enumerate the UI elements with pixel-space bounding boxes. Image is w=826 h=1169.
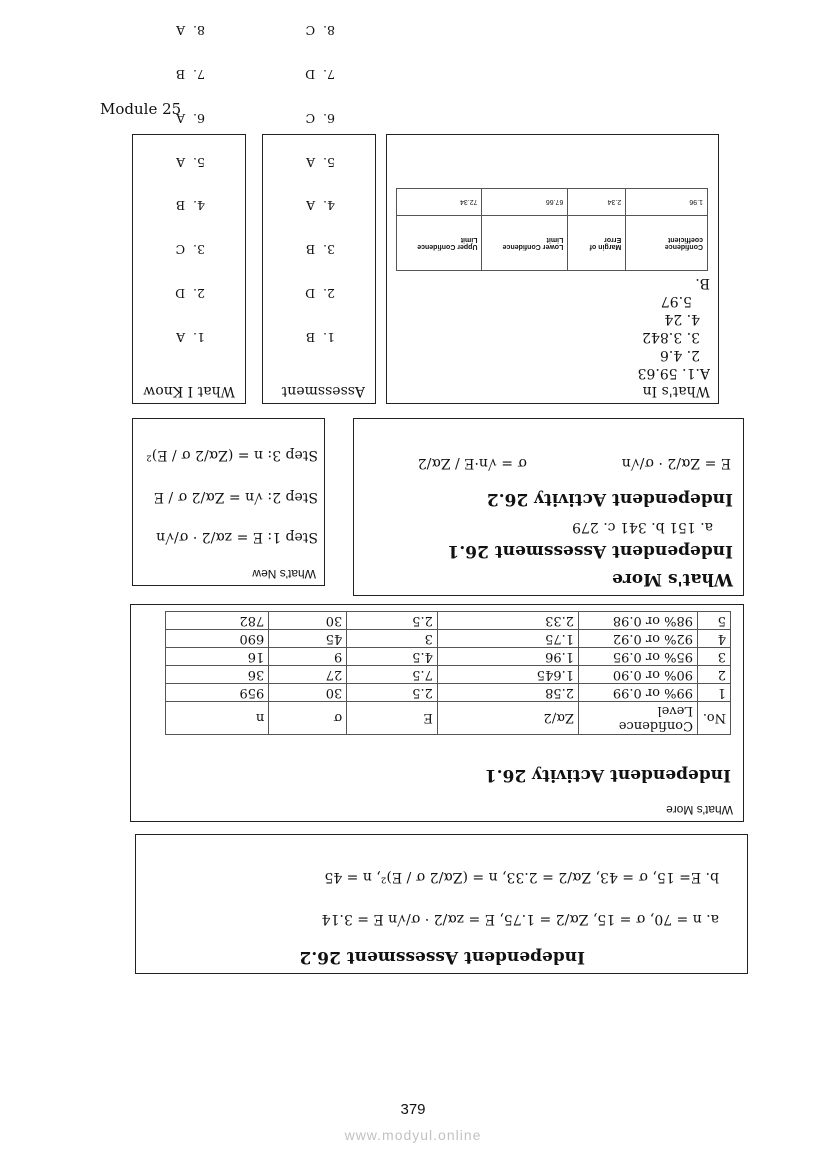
answer-item: 5. A [306, 154, 335, 170]
answer-item: 2. D [175, 286, 205, 302]
cell: 690 [166, 630, 269, 648]
step-1: Step 1: E = zα/2 · σ/√n [156, 529, 318, 545]
cell: 3 [347, 630, 438, 648]
cell: 92% or 0.92 [579, 630, 698, 648]
watermark: www.modyul.online [344, 1127, 482, 1143]
cell: 1.96 [626, 189, 708, 216]
formula-e: E = Zα/2 · σ/√n [621, 455, 731, 471]
ia-26-2-box [135, 834, 748, 974]
th-sigma: σ [269, 702, 347, 735]
confidence-table [165, 611, 731, 735]
cell: 1.75 [437, 630, 578, 648]
ia-26-1-activity-box [130, 604, 744, 822]
th-confidence: Confidence Level [579, 702, 698, 735]
whats-in-a2: 2. 4.6 [659, 347, 700, 363]
table-row [166, 612, 731, 630]
cell: 30 [269, 612, 347, 630]
answer-item: 4. A [306, 198, 335, 214]
cell: 95% or 0.95 [579, 648, 698, 666]
th-no: No. [698, 702, 731, 735]
ia-26-2-line-b: b. E= 15, σ = 43, Zα/2 = 2.33, n = (Zα/2 σ / E)², n = 45 [324, 869, 719, 885]
answer-item: 7. B [175, 67, 205, 83]
table-row [397, 189, 708, 216]
whats-in-a1: A.1. 59.63 [637, 365, 710, 381]
cell: 2.33 [437, 612, 578, 630]
cell: 2 [698, 666, 731, 684]
step-2: Step 2: √n = Zα/2 σ / E [153, 489, 318, 505]
th-z: Zα/2 [437, 702, 578, 735]
whats-in-table [396, 188, 708, 271]
answer-item: 5. A [176, 154, 205, 170]
answer-item: 2. D [305, 286, 335, 302]
whats-in-title: What's In [642, 383, 710, 399]
cell: 4 [698, 630, 731, 648]
answer-item: 1. A [176, 329, 205, 345]
cell: 27 [269, 666, 347, 684]
whats-new-label: What's New [252, 567, 316, 581]
table-header-row [397, 216, 708, 271]
table-header-row [166, 702, 731, 735]
cell: 959 [166, 684, 269, 702]
cell: 3 [698, 648, 731, 666]
cell: 98% or 0.98 [579, 612, 698, 630]
th-e: E [347, 702, 438, 735]
whats-in-a3: 3. 3.842 [642, 329, 700, 345]
cell: 2.58 [437, 684, 578, 702]
cell: 4.5 [347, 648, 438, 666]
whats-new-box [132, 418, 325, 586]
assessment-answers [301, 0, 335, 373]
page-number: 379 [400, 1101, 426, 1118]
cell: 1 [698, 684, 731, 702]
what-i-know-title: What I Know [143, 383, 235, 399]
whats-more-box [353, 418, 744, 596]
module-header: Module 25 [100, 100, 182, 118]
table-row [166, 630, 731, 648]
cell: 2.5 [347, 612, 438, 630]
cell: 36 [166, 666, 269, 684]
whats-in-a4: 4. 24 [664, 311, 700, 327]
cell: Confidence coefficient [626, 216, 708, 271]
whats-in-box [386, 134, 719, 404]
ia-26-2-activity-title: Independent Activity 26.2 [486, 489, 733, 509]
ia-26-2-line-a: a. n = 70, σ = 15, Zα/2 = 1.75, E = zα/2 · σ/√n E = 3.14 [321, 911, 719, 927]
cell: 1.645 [437, 666, 578, 684]
assessment-box [262, 23, 376, 404]
step-3: Step 3: n = (Zα/2 σ / E)² [146, 447, 318, 463]
cell: 9 [269, 648, 347, 666]
answer-item: 6. C [305, 110, 335, 126]
cell: 1.96 [437, 648, 578, 666]
cell: 30 [269, 684, 347, 702]
what-i-know-answers [171, 0, 205, 373]
assessment-title: Assessment [281, 383, 365, 399]
cell: 2.34 [568, 189, 626, 216]
cell: 5 [698, 612, 731, 630]
answer-item: 4. B [175, 198, 205, 214]
answer-item: 3. C [175, 242, 205, 258]
ia-26-2-title: Independent Assessment 26.2 [299, 947, 585, 967]
formula-sigma: σ = √n·E / Zα/2 [417, 455, 527, 471]
ia-26-1-choices: a. 151 b. 341 c. 279 [572, 519, 713, 535]
answer-item: 3. B [305, 242, 335, 258]
cell: 90% or 0.90 [579, 666, 698, 684]
cell: 2.5 [347, 684, 438, 702]
whats-more-label: What's More [666, 803, 733, 817]
cell: 72.34 [397, 189, 482, 216]
table-row [166, 666, 731, 684]
cell: 7.5 [347, 666, 438, 684]
cell: 45 [269, 630, 347, 648]
cell: 16 [166, 648, 269, 666]
table-row [166, 684, 731, 702]
cell: 67.66 [482, 189, 568, 216]
cell: Upper Confidence Limit [397, 216, 482, 271]
answer-item: 1. B [305, 329, 335, 345]
whats-more-title: What's More [612, 569, 733, 589]
whats-in-b: B. [695, 275, 710, 291]
ia-26-1-activity-title: Independent Activity 26.1 [484, 765, 731, 785]
cell: 782 [166, 612, 269, 630]
th-n: n [166, 702, 269, 735]
answer-item: 6. A [176, 110, 205, 126]
answer-item: 8. C [305, 23, 335, 39]
answer-item: 8. A [176, 23, 205, 39]
whats-in-a5: 5.97 [660, 293, 692, 309]
ia-26-1-title: Independent Assessment 26.1 [447, 541, 733, 561]
cell: Margin of Error [568, 216, 626, 271]
table-row [166, 648, 731, 666]
cell: Lower Confidence Limit [482, 216, 568, 271]
cell: 99% or 0.99 [579, 684, 698, 702]
answer-item: 7. D [305, 67, 335, 83]
